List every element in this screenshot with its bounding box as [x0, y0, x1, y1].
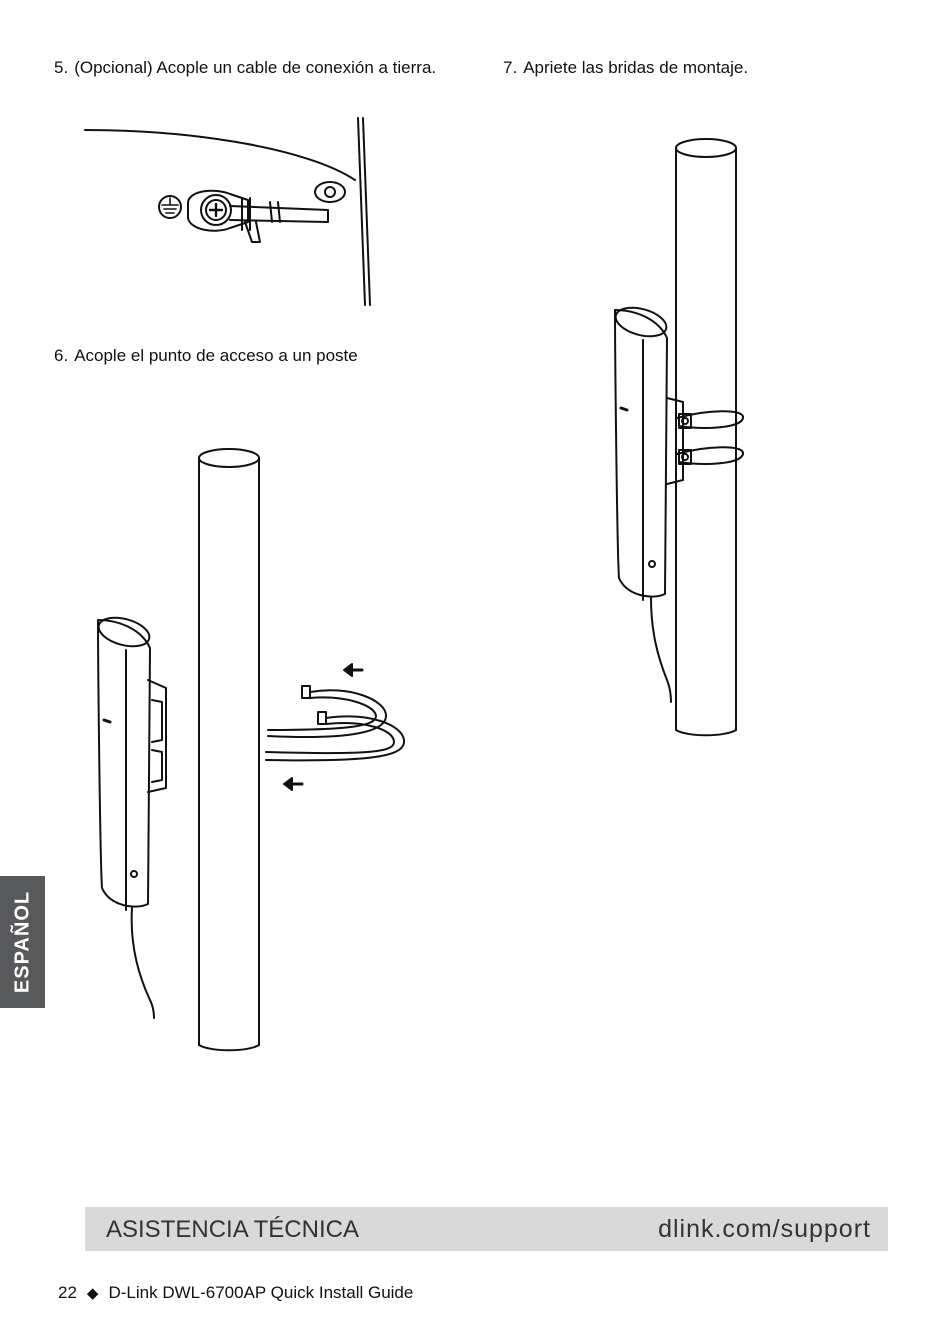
step-6-number: 6.: [54, 346, 69, 365]
grounding-cable-illustration: [80, 110, 380, 315]
step-5-caption: [54, 58, 436, 78]
language-tab: [0, 876, 45, 1008]
guide-title: D-Link DWL-6700AP Quick Install Guide: [108, 1283, 414, 1302]
support-bar-label: ASISTENCIA TÉCNICA: [106, 1216, 359, 1243]
step-5-text: (Opcional) Acople un cable de conexión a tierra.: [74, 58, 437, 77]
language-tab-label: ESPAÑOL: [11, 890, 33, 994]
diamond-icon: ◆: [86, 1285, 99, 1302]
support-url-link[interactable]: dlink.com/support: [658, 1215, 871, 1243]
step-5-number: 5.: [54, 58, 69, 77]
page-footer: [58, 1283, 413, 1303]
pole-mount-illustration: [90, 440, 420, 1055]
step-6-caption: [54, 346, 358, 366]
step-7-caption: [503, 58, 748, 78]
page-number: 22: [58, 1283, 77, 1302]
step-6-text: Acople el punto de acceso a un poste: [74, 346, 358, 365]
support-bar: [85, 1207, 888, 1251]
step-7-number: 7.: [503, 58, 518, 77]
step-7-text: Apriete las bridas de montaje.: [523, 58, 749, 77]
tightened-straps-illustration: [605, 130, 765, 740]
